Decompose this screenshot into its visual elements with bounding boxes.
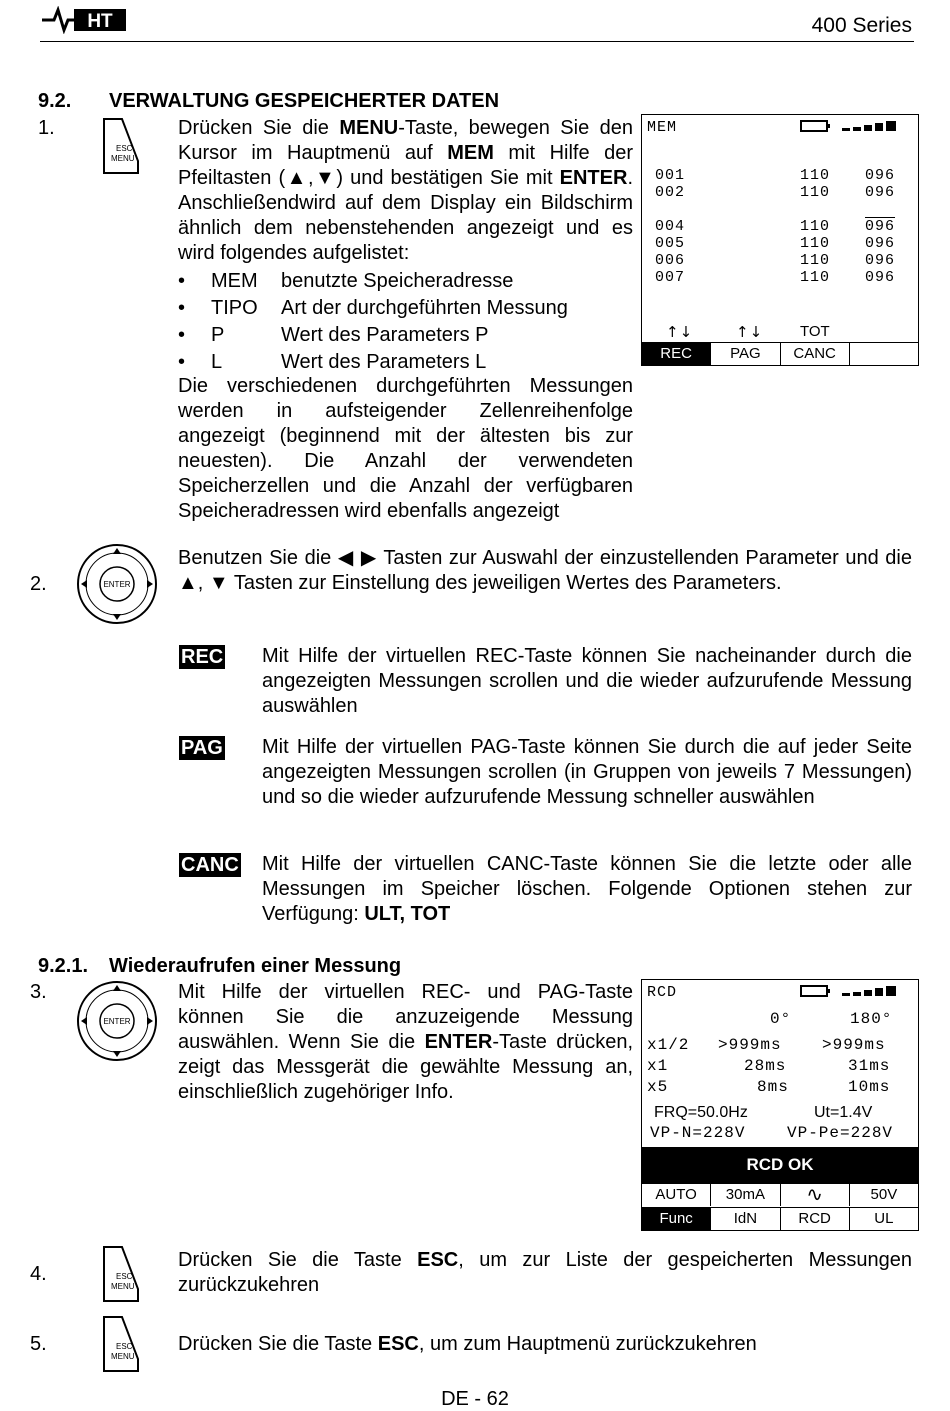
svg-text:ENTER: ENTER — [103, 580, 131, 589]
esc-menu-key-icon — [100, 1315, 140, 1373]
arrow-pad-enter-icon — [76, 543, 158, 625]
softkey-rec[interactable]: REC — [642, 343, 711, 365]
rec-scroll-arrows-icon: ↑↓ — [666, 323, 694, 341]
lcd-title: MEM — [647, 119, 678, 136]
mem-lcd-screen — [641, 114, 919, 366]
rec-key-description: Mit Hilfe der virtuellen REC-Taste können Sie nacheinander durch die angezeigten Messungen scrollen und die wieder aufzurufende Messung auswählen — [262, 645, 912, 717]
trip-time-180: 31ms — [848, 1057, 891, 1075]
rcd-settings-bar — [642, 1184, 918, 1206]
mem-row-address: 001 — [655, 167, 686, 184]
mem-row-address: 002 — [655, 184, 686, 201]
mem-row-p: 110 — [800, 235, 831, 252]
mem-row-p: 110 — [800, 184, 831, 201]
subsection-number: 9.2.1. — [38, 955, 89, 977]
mem-row-p: 110 — [800, 269, 831, 286]
svg-text:ENTER: ENTER — [103, 1017, 131, 1026]
mem-row-l: 096 — [865, 167, 896, 184]
battery-icon — [800, 119, 912, 133]
svg-text:MENU: MENU — [111, 154, 135, 163]
rcd-lcd-screen — [641, 979, 919, 1231]
mem-row-l: 096 — [865, 184, 896, 201]
softkey-idn[interactable]: IdN — [711, 1208, 780, 1230]
pag-key-description: Mit Hilfe der virtuellen PAG-Taste können Sie durch die auf jeder Seite angezeigten Messungen scrollen (in Gruppen von jeweils 7 Messungen) und so die wieder aufzurufende Messung schneller auswählen — [262, 736, 912, 808]
step-5-paragraph: Drücken Sie die Taste ESC, um zum Hauptmenü zurückzukehren — [178, 1333, 757, 1355]
softkey-pag[interactable]: PAG — [711, 343, 780, 365]
ul-setting: 50V — [870, 1186, 898, 1203]
mem-row-l: 096 — [865, 252, 896, 269]
step-1-paragraph: Drücken Sie die MENU-Taste, bewegen Sie den Kursor im Hauptmenü auf MEM mit Hilfe der Pfeiltasten (▲,▼) und bestätigen Sie mit ENTER. Anschließendwird auf dem Display ein Bildschirm ähnlich dem nebenstehenden angezeigt und es wird folgendes aufgelistet: — [178, 117, 633, 264]
lcd-title: RCD — [647, 984, 678, 1001]
trip-time-0: 8ms — [757, 1078, 789, 1096]
section-title: VERWALTUNG GESPEICHERTER DATEN — [109, 90, 500, 112]
svg-text:MENU: MENU — [111, 1282, 135, 1291]
logo-text: HT — [87, 11, 113, 32]
trip-time-180: 10ms — [848, 1078, 891, 1096]
trip-time-0: >999ms — [718, 1036, 782, 1054]
battery-icon — [800, 984, 912, 998]
esc-menu-key-icon — [100, 117, 140, 175]
trip-time-180: >999ms — [822, 1036, 886, 1054]
step-3-number: 3. — [30, 981, 47, 1003]
step-4-paragraph: Drücken Sie die Taste ESC, um zur Liste der gespeicherten Messungen zurückzukehren — [178, 1249, 912, 1296]
touch-voltage-readout: Ut=1.4V — [814, 1104, 873, 1121]
step-5-number: 5. — [30, 1333, 47, 1355]
vppe-readout: VP-Pe=228V — [787, 1124, 894, 1142]
list-item: • L Wert des Parameters L — [178, 351, 487, 373]
esc-menu-key-icon — [100, 1245, 140, 1303]
list-item: • TIPO Art der durchgeführten Messung — [178, 297, 568, 319]
arrow-pad-enter-icon — [76, 980, 158, 1062]
mode-setting: AUTO — [642, 1184, 711, 1206]
svg-text:ESC: ESC — [116, 1342, 133, 1351]
mem-row-p: 110 — [800, 218, 831, 235]
svg-text:ESC: ESC — [116, 144, 133, 153]
mem-row-l: 096 — [865, 269, 896, 286]
mem-row-address: 007 — [655, 269, 686, 286]
vpn-readout: VP-N=228V — [650, 1124, 746, 1142]
step-1-bullet-list — [178, 268, 633, 376]
pag-key-badge: PAG — [181, 737, 223, 759]
list-item: • MEM benutzte Speicheradresse — [178, 270, 514, 292]
result-status-banner: RCD OK — [642, 1147, 918, 1184]
step-1-description: Die verschiedenen durchgeführten Messungen werden in aufsteigender Zellenreihenfolge angezeigt (beginnend mit der ältesten bis zur neuesten). Die Anzahl der verwendeten Speicherzellen und die Anzahl der verfügbaren Speicheradressen wird ebenfalls angezeigt — [178, 375, 633, 522]
rec-key-badge: REC — [181, 646, 224, 668]
section-number: 9.2. — [38, 90, 72, 112]
phase-180-header: 180° — [850, 1010, 893, 1028]
multiplier-label: x5 — [647, 1078, 669, 1096]
step-2-number: 2. — [30, 573, 47, 595]
svg-text:MENU: MENU — [111, 1352, 135, 1361]
page-number: DE - 62 — [441, 1388, 509, 1410]
rcd-softkey-bar — [642, 1207, 918, 1230]
mem-row-address: 005 — [655, 235, 686, 252]
series-label: 400 Series — [811, 14, 912, 37]
svg-text:ESC: ESC — [116, 1272, 133, 1281]
canc-option-label: TOT — [800, 323, 830, 340]
list-item: • P Wert des Parameters P — [178, 324, 489, 346]
softkey-empty — [850, 343, 918, 365]
mem-row-p: 110 — [800, 167, 831, 184]
softkey-canc[interactable]: CANC — [781, 343, 850, 365]
step-3-paragraph: Mit Hilfe der virtuellen REC- und PAG-Taste können Sie die anzuzeigende Messung auswählen. Wenn Sie die ENTER-Taste drücken, zeigt das Messgerät die gewählte Messung an, einschließlich zugehöriger Info. — [178, 981, 634, 1103]
canc-key-badge: CANC — [181, 854, 239, 876]
step-4-number: 4. — [30, 1263, 47, 1285]
mem-softkey-bar — [642, 342, 918, 365]
step-1-number: 1. — [38, 117, 55, 139]
softkey-func[interactable]: Func — [642, 1208, 711, 1230]
step-2-paragraph: Benutzen Sie die ◀ ▶ Tasten zur Auswahl der einzustellenden Parameter und die ▲, ▼ Tasten zur Einstellung des jeweiligen Wertes des Parameters. — [178, 547, 912, 594]
softkey-ul[interactable]: UL — [874, 1210, 894, 1227]
phase-0-header: 0° — [770, 1010, 792, 1028]
frequency-readout: FRQ=50.0Hz — [654, 1104, 748, 1121]
mem-row-l: 096 — [865, 235, 896, 252]
pag-scroll-arrows-icon: ↑↓ — [736, 323, 764, 341]
idn-setting: 30mA — [711, 1184, 780, 1206]
multiplier-label: x1/2 — [647, 1036, 690, 1054]
mem-row-address: 004 — [655, 218, 686, 235]
softkey-rcd[interactable]: RCD — [781, 1208, 850, 1230]
ht-logo — [40, 6, 128, 34]
subsection-title: Wiederaufrufen einer Messung — [109, 955, 402, 977]
canc-key-description: Mit Hilfe der virtuellen CANC-Taste können Sie die letzte oder alle Messungen im Speicher löschen. Folgende Optionen stehen zur Verfügung: ULT, TOT — [262, 853, 912, 925]
mem-row-l: 096 — [865, 218, 896, 235]
multiplier-label: x1 — [647, 1057, 669, 1075]
ac-waveform-icon: ∿ — [781, 1184, 850, 1206]
mem-row-p: 110 — [800, 252, 831, 269]
header-rule — [40, 41, 914, 42]
trip-time-0: 28ms — [744, 1057, 787, 1075]
mem-row-address: 006 — [655, 252, 686, 269]
